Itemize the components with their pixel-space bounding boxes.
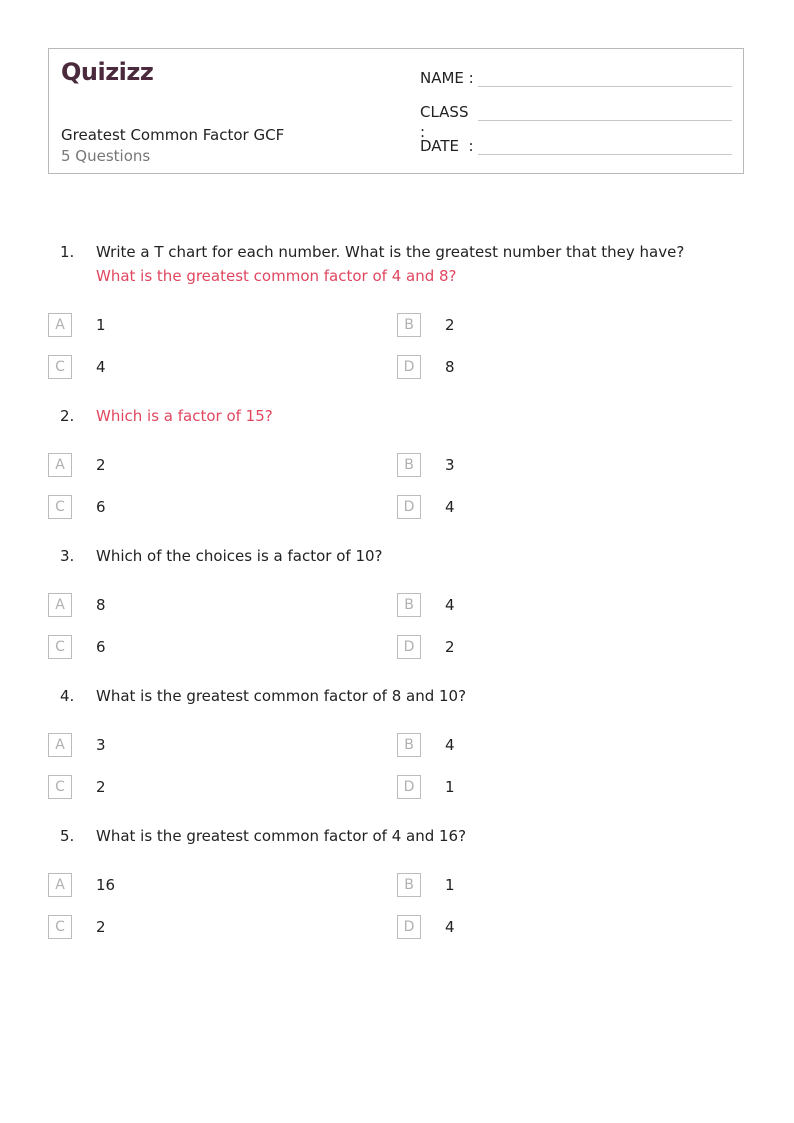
option-b-value: 4 (445, 596, 455, 614)
worksheet-header (48, 48, 744, 174)
option-c-box[interactable]: C (48, 775, 72, 799)
question-subtext: What is the greatest common factor of 4 and 8? (96, 267, 457, 285)
option-a-box[interactable]: A (48, 873, 72, 897)
question-number: 4. (60, 687, 75, 705)
option-a-value: 8 (96, 596, 106, 614)
option-b-box[interactable]: B (397, 453, 421, 477)
question-count: 5 Questions (61, 147, 151, 165)
option-a-box[interactable]: A (48, 453, 72, 477)
option-d-value: 1 (445, 778, 455, 796)
option-a-value: 16 (96, 876, 116, 894)
option-b-value: 1 (445, 876, 455, 894)
option-b-box[interactable]: B (397, 593, 421, 617)
question-text: What is the greatest common factor of 4 and 16? (96, 827, 467, 845)
option-a-value: 3 (96, 736, 106, 754)
option-d-box[interactable]: D (397, 495, 421, 519)
worksheet-title: Greatest Common Factor GCF (61, 126, 285, 144)
date-field[interactable] (420, 136, 476, 156)
option-b-box[interactable]: B (397, 873, 421, 897)
option-b-box[interactable]: B (397, 313, 421, 337)
date-line (478, 154, 732, 155)
option-c-box[interactable]: C (48, 915, 72, 939)
option-d-value: 2 (445, 638, 455, 656)
option-c-box[interactable]: C (48, 635, 72, 659)
class-label: CLASS : (420, 103, 469, 141)
date-label: DATE : (420, 137, 474, 155)
option-b-value: 4 (445, 736, 455, 754)
option-c-box[interactable]: C (48, 355, 72, 379)
question-text: Which of the choices is a factor of 10? (96, 547, 383, 565)
option-a-value: 2 (96, 456, 106, 474)
name-line (478, 86, 732, 87)
name-label: NAME : (420, 69, 474, 87)
option-c-box[interactable]: C (48, 495, 72, 519)
question-text: Which is a factor of 15? (96, 407, 273, 425)
option-c-value: 4 (96, 358, 106, 376)
option-c-value: 2 (96, 918, 106, 936)
question-text: What is the greatest common factor of 8 and 10? (96, 687, 467, 705)
option-a-box[interactable]: A (48, 313, 72, 337)
option-a-box[interactable]: A (48, 733, 72, 757)
question-number: 5. (60, 827, 75, 845)
quizizz-logo: Quizizz (61, 58, 154, 86)
question-number: 1. (60, 243, 75, 261)
option-a-value: 1 (96, 316, 106, 334)
option-c-value: 6 (96, 638, 106, 656)
option-d-box[interactable]: D (397, 915, 421, 939)
question-number: 2. (60, 407, 75, 425)
option-d-box[interactable]: D (397, 635, 421, 659)
question-text: Write a T chart for each number. What is the greatest number that they have? (96, 243, 685, 261)
question-number: 3. (60, 547, 75, 565)
option-d-box[interactable]: D (397, 355, 421, 379)
class-line (478, 120, 732, 121)
name-field[interactable] (420, 68, 476, 88)
option-d-value: 4 (445, 918, 455, 936)
option-d-box[interactable]: D (397, 775, 421, 799)
option-d-value: 8 (445, 358, 455, 376)
option-b-value: 2 (445, 316, 455, 334)
option-b-box[interactable]: B (397, 733, 421, 757)
option-a-box[interactable]: A (48, 593, 72, 617)
option-c-value: 2 (96, 778, 106, 796)
option-d-value: 4 (445, 498, 455, 516)
option-b-value: 3 (445, 456, 455, 474)
option-c-value: 6 (96, 498, 106, 516)
